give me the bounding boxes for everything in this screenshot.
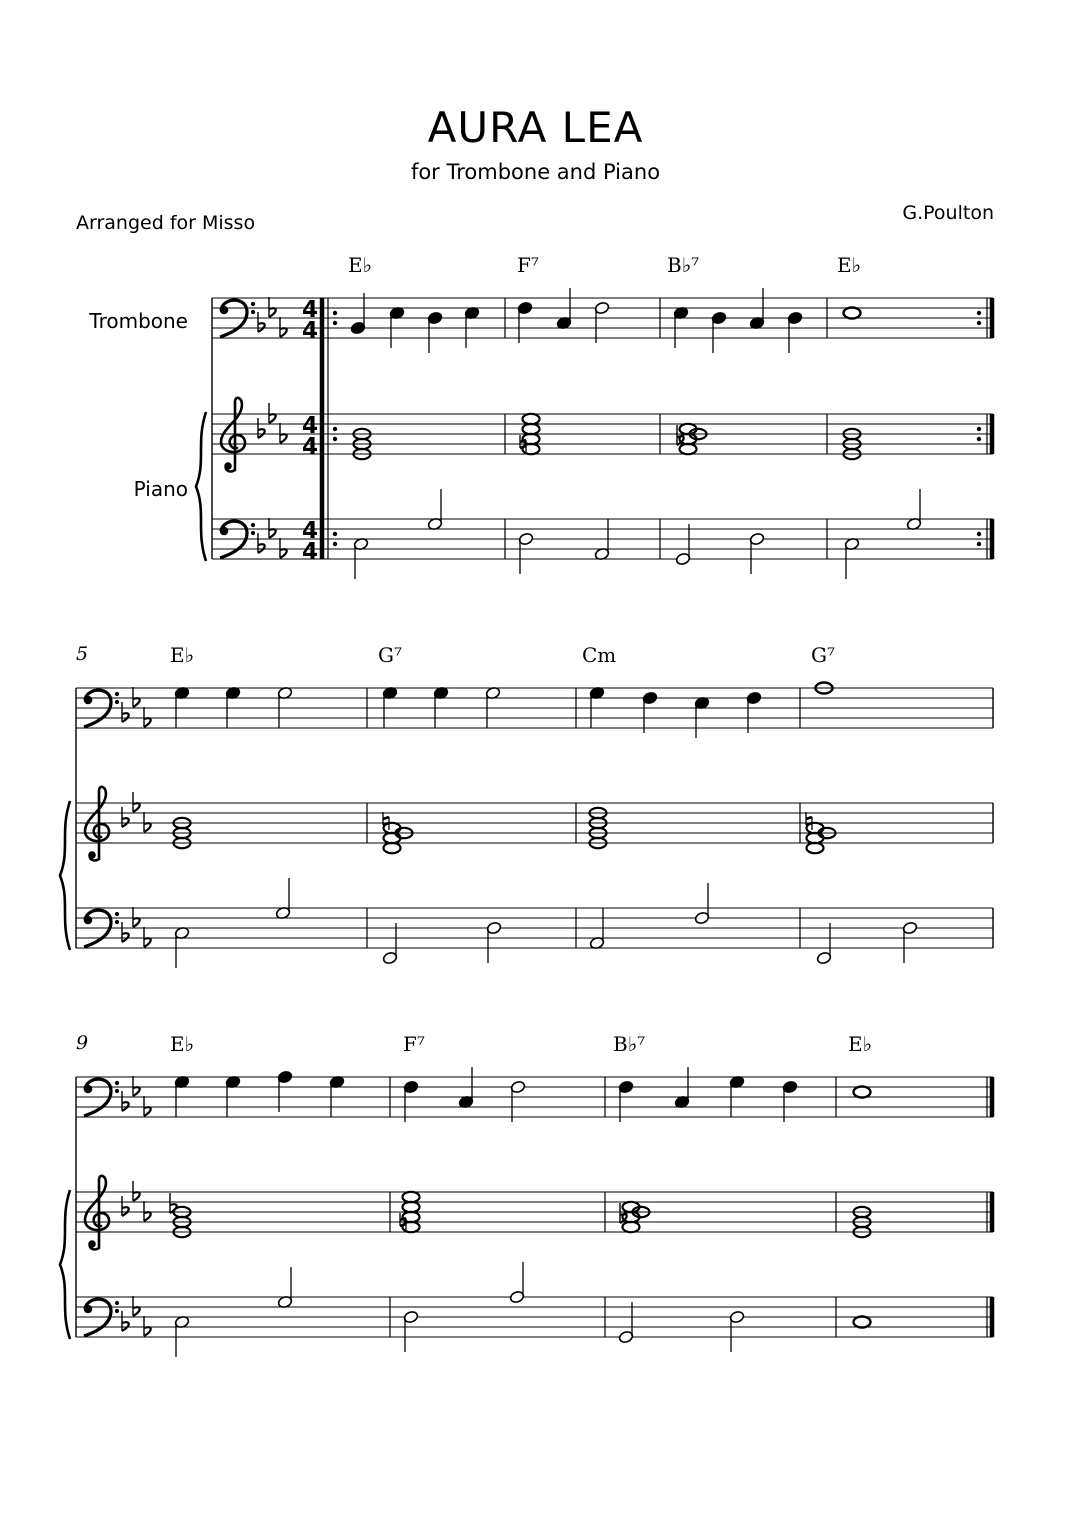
chord-whole-notes	[590, 808, 607, 848]
bass-clef-icon	[84, 910, 119, 947]
quarter-note	[589, 686, 605, 728]
quarter-note	[433, 686, 449, 728]
key-flat-icon	[133, 1296, 140, 1316]
page-title: AURA LEA	[427, 103, 644, 152]
chord-symbol: B♭⁷	[613, 1032, 646, 1056]
quarter-note	[458, 1067, 474, 1109]
chord-symbol: G⁷	[811, 643, 835, 667]
key-flat-icon	[133, 1076, 140, 1096]
svg-text:4: 4	[302, 318, 319, 344]
chord-symbol: Cm	[582, 643, 617, 667]
half-note	[509, 1262, 525, 1304]
key-flat-icon	[144, 707, 151, 727]
staff	[76, 688, 993, 728]
bass-clef-icon	[220, 521, 255, 558]
key-flat-icon	[144, 1096, 151, 1116]
quarter-note	[749, 288, 765, 330]
chord-symbol: E♭	[170, 1032, 195, 1056]
measure-number: 5	[76, 643, 89, 665]
half-note	[844, 537, 860, 579]
quarter-note	[618, 1080, 634, 1122]
staff	[76, 908, 993, 948]
key-flat-icon	[144, 812, 151, 832]
key-flat-icon	[280, 538, 287, 558]
svg-text:4: 4	[302, 518, 319, 544]
svg-text:4: 4	[302, 413, 319, 439]
half-note	[427, 489, 443, 531]
half-note	[675, 524, 691, 566]
whole-note	[854, 1317, 871, 1328]
chord-symbol: B♭⁷	[667, 253, 700, 277]
key-flat-icon	[269, 518, 276, 538]
quarter-note	[517, 301, 533, 343]
quarter-note	[711, 311, 727, 353]
quarter-note	[427, 311, 443, 353]
chord-whole-notes	[384, 823, 401, 853]
half-note	[902, 921, 918, 963]
quarter-note	[350, 293, 366, 335]
key-flat-icon	[122, 922, 129, 942]
bass-clef-icon	[220, 300, 255, 337]
key-flat-icon	[144, 1201, 151, 1221]
bass-clef-icon	[84, 1299, 119, 1336]
arranger-credit: Arranged for Misso	[76, 212, 256, 234]
half-note	[729, 1310, 745, 1352]
quarter-note	[729, 1075, 745, 1117]
half-note	[589, 908, 605, 950]
key-flat-icon	[122, 1091, 129, 1111]
chord-symbol: F⁷	[517, 253, 539, 277]
chord-symbol: G⁷	[378, 643, 402, 667]
quarter-note	[403, 1080, 419, 1122]
half-note	[749, 532, 765, 574]
key-flat-icon	[280, 317, 287, 337]
treble-clef-icon	[221, 398, 245, 472]
quarter-note	[642, 691, 658, 733]
half-note	[382, 923, 398, 965]
instrument-label-piano: Piano	[133, 477, 188, 501]
measure-number: 9	[76, 1032, 89, 1054]
staff	[76, 1077, 993, 1117]
half-note	[816, 923, 832, 965]
time-signature	[302, 413, 318, 460]
quarter-note	[174, 686, 190, 728]
key-flat-icon	[122, 702, 129, 722]
key-flat-icon	[122, 807, 129, 827]
half-note	[594, 301, 610, 343]
half-note	[906, 489, 922, 531]
staff	[76, 803, 993, 843]
key-flat-icon	[144, 927, 151, 947]
half-note	[510, 1080, 526, 1122]
page-subtitle: for Trombone and Piano	[410, 160, 661, 184]
chord-whole-notes	[807, 823, 824, 853]
key-flat-icon	[122, 1196, 129, 1216]
svg-text:4: 4	[302, 297, 319, 323]
half-note	[486, 921, 502, 963]
half-note	[518, 532, 534, 574]
key-flat-icon	[133, 687, 140, 707]
key-flat-icon	[269, 297, 276, 317]
half-note	[694, 883, 710, 925]
key-flat-icon	[133, 792, 140, 812]
piano-brace	[60, 801, 70, 950]
quarter-note	[382, 686, 398, 728]
half-note	[594, 519, 610, 561]
key-flat-icon	[144, 1316, 151, 1336]
chord-symbol: E♭	[848, 1032, 873, 1056]
key-flat-icon	[133, 907, 140, 927]
quarter-note	[673, 306, 689, 348]
quarter-note	[787, 311, 803, 353]
quarter-note	[694, 696, 710, 738]
quarter-note	[174, 1075, 190, 1117]
key-flat-icon	[258, 418, 265, 438]
key-flat-icon	[133, 1181, 140, 1201]
svg-text:4: 4	[302, 434, 319, 460]
quarter-note	[277, 1070, 293, 1112]
bass-clef-icon	[84, 1079, 119, 1116]
whole-note	[854, 1087, 871, 1098]
key-flat-icon	[258, 312, 265, 332]
instrument-label-trombone: Trombone	[89, 309, 188, 333]
time-signature	[302, 297, 318, 344]
piano-brace	[60, 1190, 70, 1339]
key-flat-icon	[280, 423, 287, 443]
half-note	[174, 926, 190, 968]
half-note	[277, 686, 293, 728]
bass-clef-icon	[84, 690, 119, 727]
time-signature	[302, 518, 318, 565]
staff	[212, 414, 993, 454]
whole-note	[844, 308, 861, 319]
key-flat-icon	[122, 1311, 129, 1331]
treble-clef-icon	[85, 1176, 109, 1250]
treble-clef-icon	[85, 787, 109, 861]
key-flat-icon	[258, 533, 265, 553]
quarter-note	[782, 1080, 798, 1122]
key-flat-icon	[269, 403, 276, 423]
chord-symbol: F⁷	[403, 1032, 425, 1056]
quarter-note	[329, 1075, 345, 1117]
half-note	[275, 878, 291, 920]
composer-credit: G.Poulton	[902, 202, 994, 224]
half-note	[403, 1310, 419, 1352]
half-note	[618, 1302, 634, 1344]
half-note	[277, 1267, 293, 1309]
half-note	[485, 686, 501, 728]
half-note	[353, 537, 369, 579]
chord-symbol: E♭	[170, 643, 195, 667]
quarter-note	[225, 686, 241, 728]
staff	[76, 1297, 993, 1337]
quarter-note	[464, 306, 480, 348]
quarter-note	[556, 288, 572, 330]
half-note	[174, 1315, 190, 1357]
chord-symbol: E♭	[837, 253, 862, 277]
quarter-note	[746, 691, 762, 733]
svg-text:4: 4	[302, 539, 319, 565]
quarter-note	[674, 1067, 690, 1109]
quarter-note	[389, 306, 405, 348]
chord-symbol: E♭	[348, 253, 373, 277]
quarter-note	[225, 1075, 241, 1117]
piano-brace	[196, 412, 206, 561]
